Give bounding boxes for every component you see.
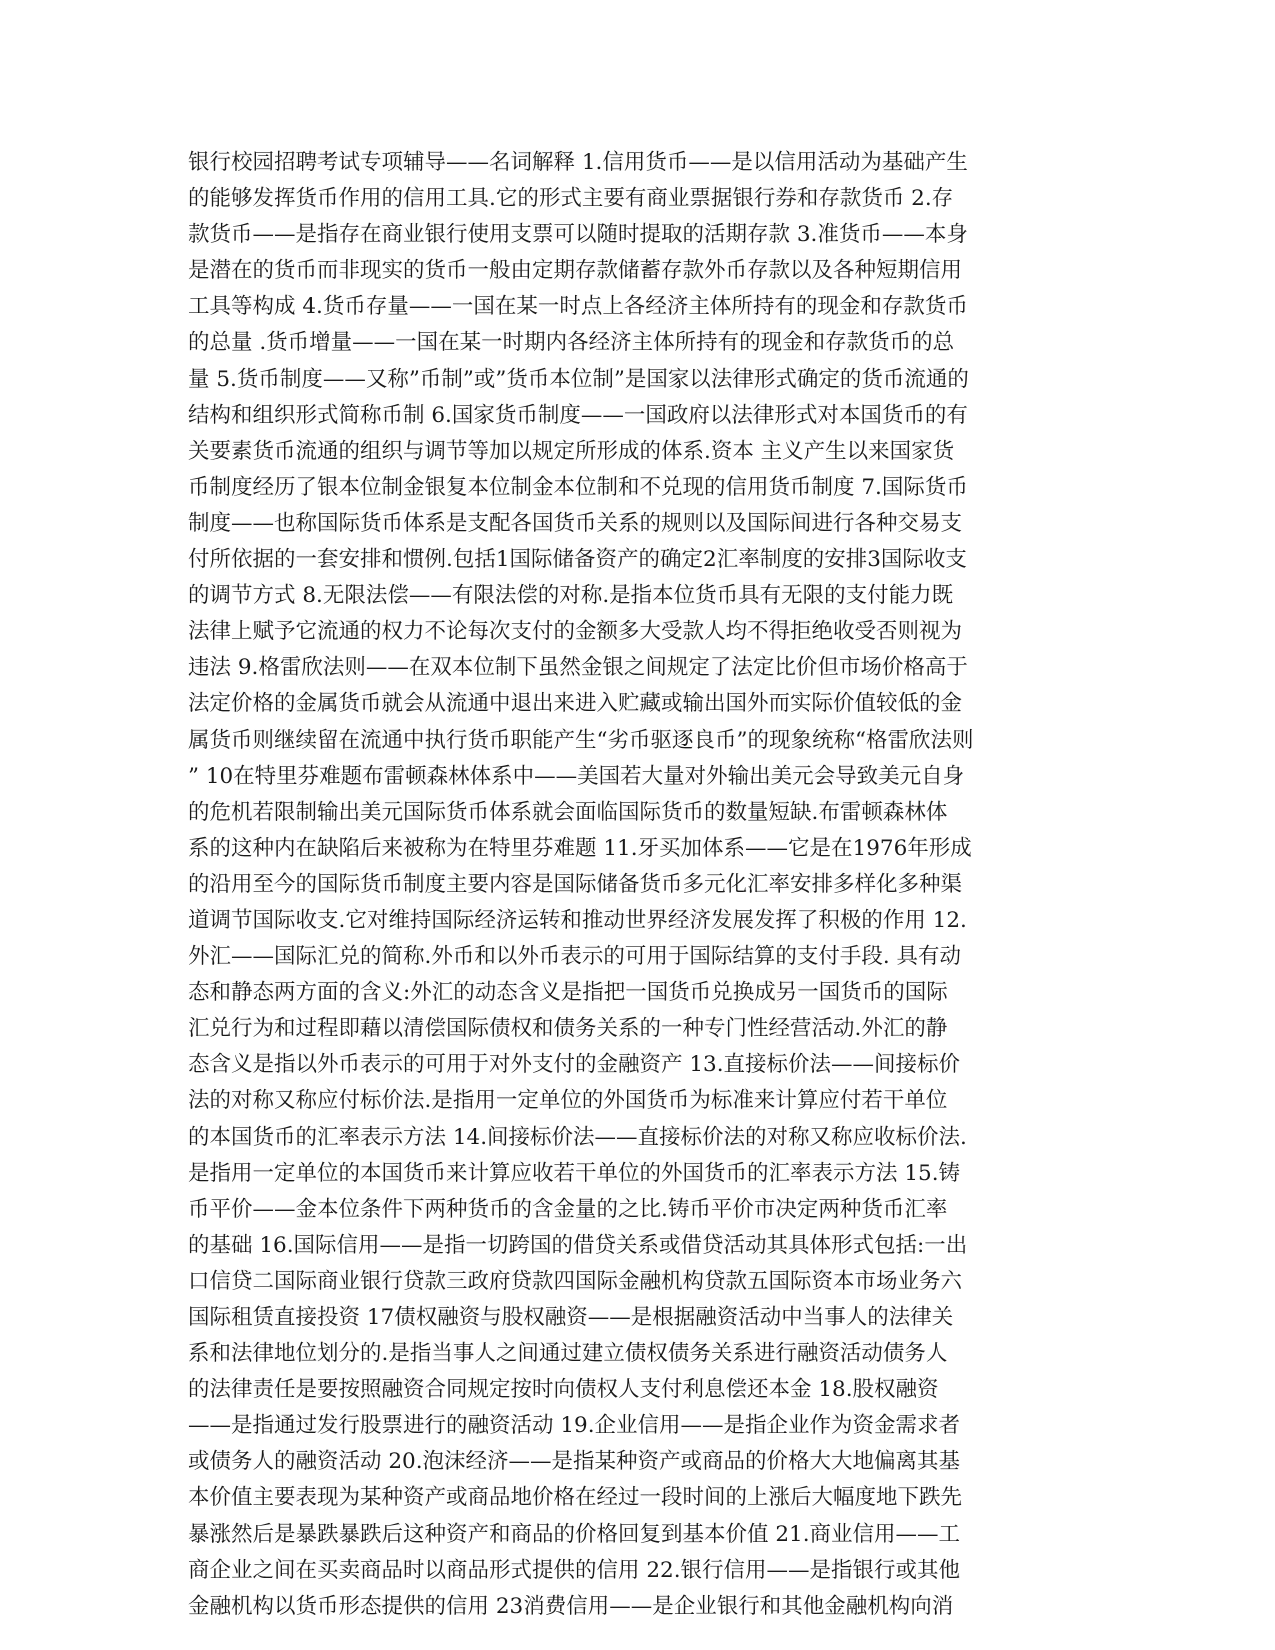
text-line: 量 5.货币制度——又称”币制”或”货币本位制”是国家以法律形式确定的货币流通的: [188, 366, 969, 392]
text-line: 道调节国际收支.它对维持国际经济运转和推动世界经济发展发挥了积极的作用 12.: [188, 907, 967, 933]
text-line: 外汇——国际汇兑的简称.外币和以外币表示的可用于国际结算的支付手段. 具有动: [188, 944, 962, 970]
text-line: 款货币——是指存在商业银行使用支票可以随时提取的活期存款 3.准货币——本身: [188, 222, 968, 248]
text-line: 违法 9.格雷欣法则——在双本位制下虽然金银之间规定了法定比价但市场价格高于: [188, 655, 968, 681]
text-line: 国际租赁直接投资 17债权融资与股权融资——是根据融资活动中当事人的法律关: [188, 1305, 954, 1330]
text-line: 汇兑行为和过程即藉以清偿国际债权和债务关系的一种专门性经营活动.外汇的静: [188, 1016, 948, 1042]
text-line: 银行校园招聘考试专项辅导——名词解释 1.信用货币——是以信用活动为基础产生: [188, 150, 968, 175]
text-line: 工具等构成 4.货币存量——一国在某一时点上各经济主体所持有的现金和存款货币: [188, 294, 968, 320]
text-line: 币平价——金本位条件下两种货币的含金量的之比.铸币平价市决定两种货币汇率: [188, 1196, 948, 1222]
text-line: 商企业之间在买卖商品时以商品形式提供的信用 22.银行信用——是指银行或其他: [188, 1557, 961, 1583]
text-line: 是指用一定单位的本国货币来计算应收若干单位的外国货币的汇率表示方法 15.铸: [188, 1160, 961, 1186]
text-line: 的本国货币的汇率表示方法 14.间接标价法——直接标价法的对称又称应收标价法.: [188, 1124, 967, 1150]
text-line: 系的这种内在缺陷后来被称为在特里芬难题 11.牙买加体系——它是在1976年形成: [188, 835, 972, 861]
text-line: 暴涨然后是暴跌暴跌后这种资产和商品的价格回复到基本价值 21.商业信用——工: [188, 1521, 961, 1547]
text-line: 是潜在的货币而非现实的货币一般由定期存款储蓄存款外币存款以及各种短期信用: [188, 258, 963, 284]
text-line: 法的对称又称应付标价法.是指用一定单位的外国货币为标准来计算应付若干单位: [188, 1088, 948, 1114]
text-line: 的能够发挥货币作用的信用工具.它的形式主要有商业票据银行券和存款货币 2.存: [188, 186, 954, 212]
text-line: 的危机若限制输出美元国际货币体系就会面临国际货币的数量短缺.布雷顿森林体: [188, 799, 948, 825]
text-line: 制度——也称国际货币体系是支配各国货币关系的规则以及国际间进行各种交易支: [188, 510, 963, 536]
text-line: 态含义是指以外币表示的可用于对外支付的金融资产 13.直接标价法——间接标价: [188, 1052, 961, 1078]
text-line: ” 10在特里芬难题布雷顿森林体系中——美国若大量对外输出美元会导致美元自身: [188, 763, 965, 789]
text-line: 的总量 .货币增量——一国在某一时期内各经济主体所持有的现金和存款货币的总: [188, 330, 955, 356]
text-line: 的沿用至今的国际货币制度主要内容是国际储备货币多元化汇率安排多样化多种渠: [188, 871, 963, 897]
text-line: 结构和组织形式简称币制 6.国家货币制度——一国政府以法律形式对本国货币的有: [188, 402, 968, 428]
text-line: 关要素货币流通的组织与调节等加以规定所形成的体系.资本 主义产生以来国家货: [188, 438, 955, 464]
text-line: 的调节方式 8.无限法偿——有限法偿的对称.是指本位货币具有无限的支付能力既: [188, 583, 954, 609]
text-line: 属货币则继续留在流通中执行货币职能产生“劣币驱逐良币”的现象统称“格雷欣法则: [188, 727, 974, 753]
text-line: 口信贷二国际商业银行贷款三政府贷款四国际金融机构贷款五国际资本市场业务六: [188, 1268, 963, 1294]
text-line: 态和静态两方面的含义:外汇的动态含义是指把一国货币兑换成另一国货币的国际: [188, 980, 948, 1006]
text-line: 币制度经历了银本位制金银复本位制金本位制和不兑现的信用货币制度 7.国际货币: [188, 474, 968, 500]
text-line: 系和法律地位划分的.是指当事人之间通过建立债权债务关系进行融资活动债务人: [188, 1341, 948, 1367]
text-line: 本价值主要表现为某种资产或商品地价格在经过一段时间的上涨后大幅度地下跌先: [188, 1485, 963, 1511]
document-body: [188, 145, 1068, 1625]
text-line: 法定价格的金属货币就会从流通中退出来进入贮藏或输出国外而实际价值较低的金: [188, 691, 963, 717]
text-line: 法律上赋予它流通的权力不论每次支付的金额多大受款人均不得拒绝收受否则视为: [188, 619, 963, 645]
text-line: 付所依据的一套安排和惯例.包括1国际储备资产的确定2汇率制度的安排3国际收支: [188, 547, 967, 573]
text-line: 或债务人的融资活动 20.泡沫经济——是指某种资产或商品的价格大大地偏离其基: [188, 1449, 961, 1475]
text-line: 的基础 16.国际信用——是指一切跨国的借贷关系或借贷活动其具体形式包括:一出: [188, 1232, 968, 1258]
text-line: ——是指通过发行股票进行的融资活动 19.企业信用——是指企业作为资金需求者: [188, 1413, 961, 1439]
text-line: 的法律责任是要按照融资合同规定按时向债权人支付利息偿还本金 18.股权融资: [188, 1377, 939, 1403]
text-line: 金融机构以货币形态提供的信用 23消费信用——是企业银行和其他金融机构向消: [188, 1593, 954, 1619]
